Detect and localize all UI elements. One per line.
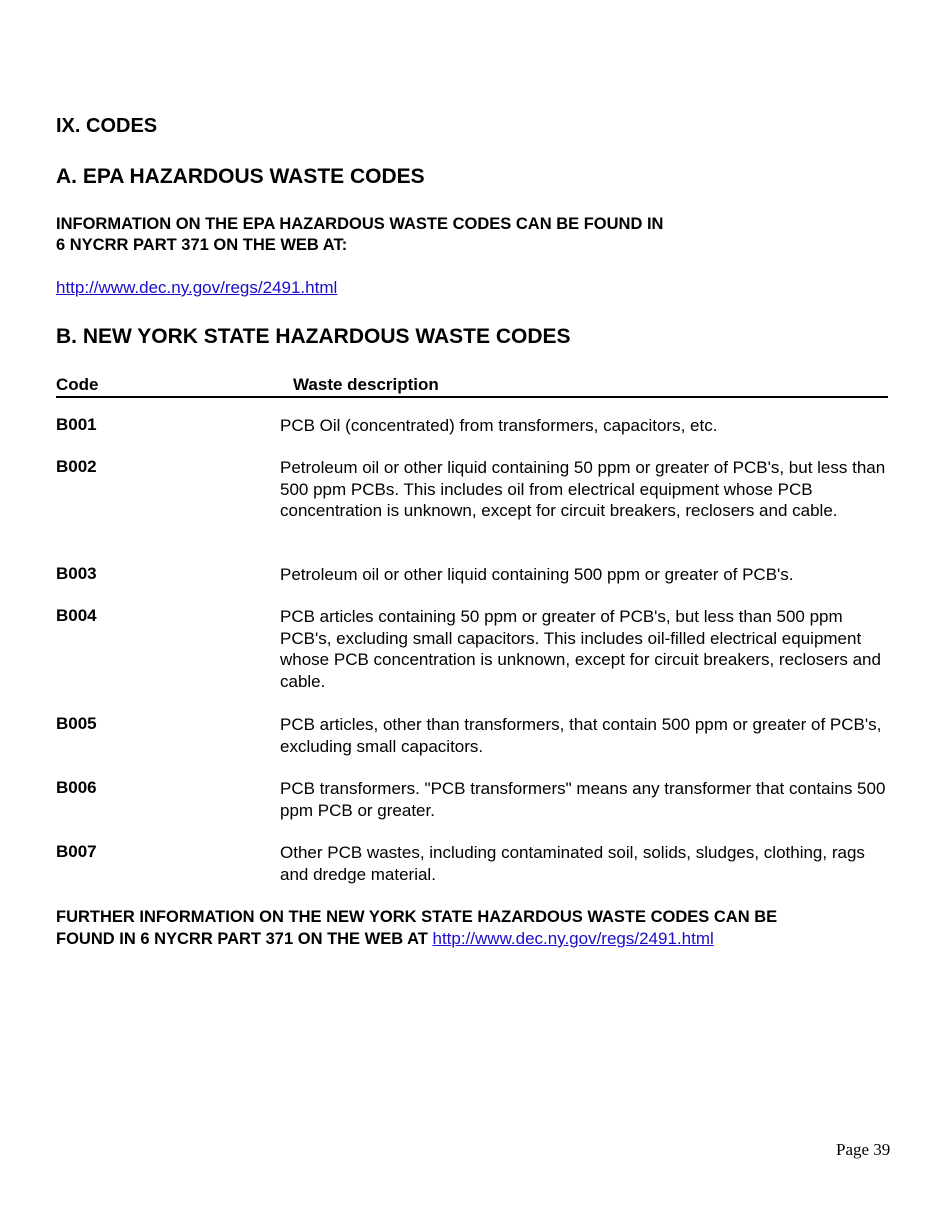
section-title: IX. CODES bbox=[56, 115, 158, 137]
waste-description: PCB Oil (concentrated) from transformers, capacitors, etc. bbox=[280, 416, 718, 435]
epa-info-text bbox=[56, 214, 663, 256]
waste-description: Other PCB wastes, including contaminated soil, solids, sludges, clothing, rags and dredge material. bbox=[280, 843, 865, 884]
page-number: Page 39 bbox=[836, 1140, 891, 1159]
waste-code: B002 bbox=[56, 457, 97, 476]
further-info-line1: FURTHER INFORMATION ON THE NEW YORK STATE HAZARDOUS WASTE CODES CAN BE bbox=[56, 908, 778, 926]
waste-description: PCB articles, other than transformers, that contain 500 ppm or greater of PCB's, excluding small capacitors. bbox=[280, 715, 882, 756]
epa-info-line2: 6 NYCRR PART 371 ON THE WEB AT: bbox=[56, 236, 348, 254]
column-header-code: Code bbox=[56, 375, 99, 394]
waste-code: B001 bbox=[56, 415, 97, 434]
epa-heading: A. EPA HAZARDOUS WASTE CODES bbox=[56, 165, 425, 188]
further-info-line2: FOUND IN 6 NYCRR PART 371 ON THE WEB AT bbox=[56, 930, 428, 948]
further-info-text bbox=[56, 907, 916, 950]
epa-info-line1: INFORMATION ON THE EPA HAZARDOUS WASTE CODES CAN BE FOUND IN bbox=[56, 215, 664, 233]
waste-code: B006 bbox=[56, 778, 97, 797]
nys-regs-link[interactable]: http://www.dec.ny.gov/regs/2491.html bbox=[432, 929, 714, 948]
waste-code: B004 bbox=[56, 606, 97, 625]
waste-code: B003 bbox=[56, 564, 97, 583]
epa-regs-link[interactable]: http://www.dec.ny.gov/regs/2491.html bbox=[56, 278, 338, 297]
waste-description: PCB transformers. "PCB transformers" means any transformer that contains 500 ppm PCB or greater. bbox=[280, 779, 886, 820]
codes-table-header bbox=[56, 375, 888, 398]
column-header-description: Waste description bbox=[293, 375, 439, 394]
waste-description: PCB articles containing 50 ppm or greater of PCB's, but less than 500 ppm PCB's, excluding small capacitors. This includes oil-filled electrical equipment whose PCB concentration is unknown, except for circuit breakers, reclosers and cable. bbox=[280, 607, 881, 691]
nys-heading: B. NEW YORK STATE HAZARDOUS WASTE CODES bbox=[56, 325, 571, 348]
waste-code: B005 bbox=[56, 714, 97, 733]
waste-code: B007 bbox=[56, 842, 97, 861]
waste-description: Petroleum oil or other liquid containing 50 ppm or greater of PCB's, but less than 500 ppm PCBs. This includes oil from electrical equipment whose PCB concentration is unknown, except for circuit breakers, reclosers and cable. bbox=[280, 458, 886, 520]
waste-description: Petroleum oil or other liquid containing 500 ppm or greater of PCB's. bbox=[280, 565, 794, 584]
